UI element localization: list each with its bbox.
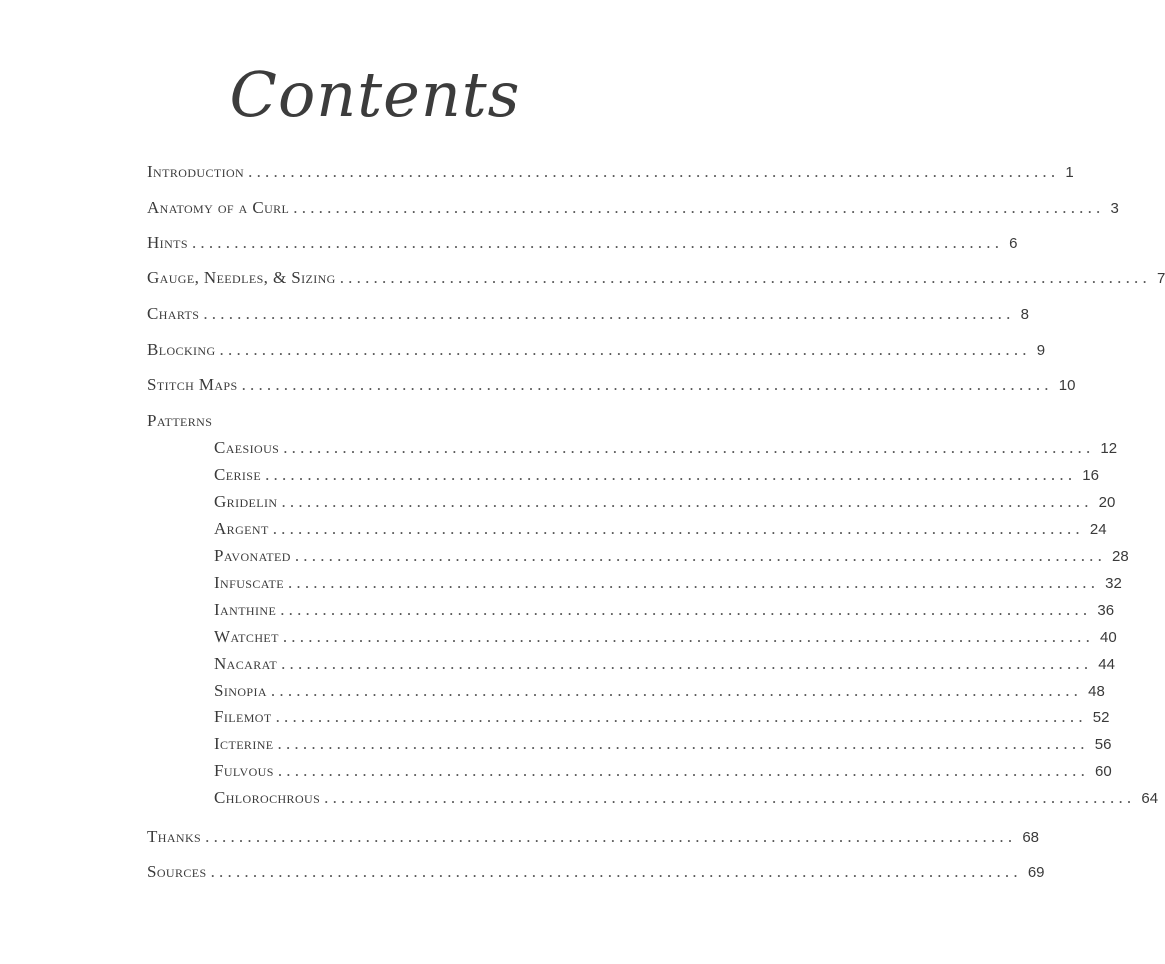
dot-leader: ................................................................................................ [205, 827, 1017, 846]
dot-leader: ................................................................................................ [210, 862, 1022, 881]
toc-entry-page: 68 [1022, 829, 1040, 846]
toc-entry-page: 16 [1082, 467, 1099, 484]
toc-entry-label: Anatomy of a Curl [147, 198, 290, 217]
toc-pattern-nacarat[interactable] [214, 654, 1115, 674]
dot-leader: ................................................................................................ [293, 198, 1105, 217]
toc-entry-gauge[interactable] [147, 268, 1165, 288]
toc-entry-label: Charts [147, 304, 200, 323]
toc-entry-hints[interactable] [147, 233, 1018, 253]
toc-pattern-sinopia[interactable] [214, 681, 1105, 701]
toc-entry-page: 60 [1095, 763, 1112, 780]
toc-pattern-argent[interactable] [214, 519, 1107, 539]
toc-pattern-fulvous[interactable] [214, 761, 1112, 781]
dot-leader: ................................................................................................ [277, 761, 1090, 780]
toc-entry-page: 20 [1098, 494, 1116, 511]
toc-entry-introduction[interactable] [147, 162, 1074, 182]
toc-entry-anatomy[interactable] [147, 198, 1119, 218]
toc-entry-label: Stitch Maps [147, 375, 238, 394]
dot-leader: ................................................................................................ [339, 268, 1151, 287]
toc-entry-label: Chlorochrous [214, 788, 321, 807]
toc-entry-blocking[interactable] [147, 340, 1046, 360]
toc-entry-page: 8 [1020, 306, 1029, 323]
toc-pattern-icterine[interactable] [214, 734, 1112, 754]
patterns-heading: Patterns [147, 411, 213, 430]
toc-entry-page: 48 [1088, 683, 1105, 700]
toc-pattern-cerise[interactable] [214, 465, 1099, 485]
toc-entry-page: 24 [1089, 521, 1107, 538]
toc-pattern-chlorochrous[interactable] [214, 788, 1159, 808]
toc-entry-label: Introduction [147, 162, 245, 181]
toc-entry-label: Pavonated [214, 546, 291, 565]
toc-entry-label: Watchet [214, 627, 279, 646]
toc-entry-label: Sinopia [214, 681, 267, 700]
dot-leader: ................................................................................................ [272, 519, 1084, 538]
dot-leader: ................................................................................................ [191, 233, 1004, 252]
dot-leader: ................................................................................................ [270, 681, 1083, 700]
toc-entry-thanks[interactable] [147, 827, 1040, 847]
toc-entry-page: 40 [1100, 629, 1117, 646]
toc-entry-label: Caesious [214, 438, 280, 457]
toc-entry-page: 69 [1027, 864, 1045, 881]
dot-leader: ................................................................................................ [281, 492, 1093, 511]
toc-entry-label: Ianthine [214, 600, 277, 619]
dot-leader: ................................................................................................ [248, 162, 1060, 181]
toc-entry-label: Gauge, Needles, & Sizing [147, 268, 336, 287]
dot-leader: ................................................................................................ [287, 573, 1100, 592]
toc-entry-page: 7 [1156, 270, 1165, 287]
dot-leader: ................................................................................................ [241, 375, 1053, 394]
toc-entry-label: Hints [147, 233, 188, 252]
toc-entry-charts[interactable] [147, 304, 1029, 324]
dot-leader: ................................................................................................ [294, 546, 1107, 565]
toc-entry-page: 52 [1092, 709, 1110, 726]
toc-pattern-caesious[interactable] [214, 438, 1118, 458]
toc-pattern-watchet[interactable] [214, 627, 1117, 647]
toc-entry-page: 3 [1110, 200, 1119, 217]
toc-entry-page: 6 [1009, 235, 1018, 252]
dot-leader: ................................................................................................ [265, 465, 1077, 484]
toc-entry-page: 32 [1105, 575, 1122, 592]
toc-entry-page: 1 [1065, 164, 1074, 181]
toc-pattern-ianthine[interactable] [214, 600, 1115, 620]
toc-entry-label: Fulvous [214, 761, 274, 780]
dot-leader: ................................................................................................ [283, 438, 1095, 457]
toc-entry-label: Cerise [214, 465, 262, 484]
toc-entry-label: Argent [214, 519, 269, 538]
dot-leader: ................................................................................................ [281, 654, 1093, 673]
toc-entry-page: 12 [1100, 440, 1118, 457]
toc-entry-label: Thanks [147, 827, 202, 846]
dot-leader: ................................................................................................ [203, 304, 1015, 323]
dot-leader: ................................................................................................ [219, 340, 1031, 359]
toc-entry-page: 28 [1112, 548, 1129, 565]
toc-entry-page: 56 [1094, 736, 1112, 753]
toc-entry-label: Nacarat [214, 654, 278, 673]
toc-entry-label: Sources [147, 862, 207, 881]
toc-entry-page: 9 [1036, 342, 1046, 359]
toc-pattern-infuscate[interactable] [214, 573, 1122, 593]
toc-entry-label: Gridelin [214, 492, 278, 511]
dot-leader: ................................................................................................ [280, 600, 1092, 619]
toc-entry-stitch-maps[interactable] [147, 375, 1076, 395]
toc-entry-label: Icterine [214, 734, 274, 753]
toc-entry-page: 44 [1098, 656, 1115, 673]
toc-entry-label: Infuscate [214, 573, 284, 592]
toc-pattern-pavonated[interactable] [214, 546, 1129, 566]
toc-entry-label: Filemot [214, 707, 272, 726]
dot-leader: ................................................................................................ [282, 627, 1095, 646]
toc-pattern-filemot[interactable] [214, 707, 1110, 727]
toc-entry-sources[interactable] [147, 862, 1045, 882]
dot-leader: ................................................................................................ [324, 788, 1136, 807]
toc-entry-page: 64 [1141, 790, 1159, 807]
toc-pattern-gridelin[interactable] [214, 492, 1116, 512]
dot-leader: ................................................................................................ [275, 707, 1087, 726]
page-title-text: Contents [229, 58, 521, 131]
toc-entry-page: 36 [1097, 602, 1115, 619]
toc-entry-page: 10 [1058, 377, 1076, 394]
toc-entry-label: Blocking [147, 340, 216, 359]
dot-leader: ................................................................................................ [277, 734, 1089, 753]
